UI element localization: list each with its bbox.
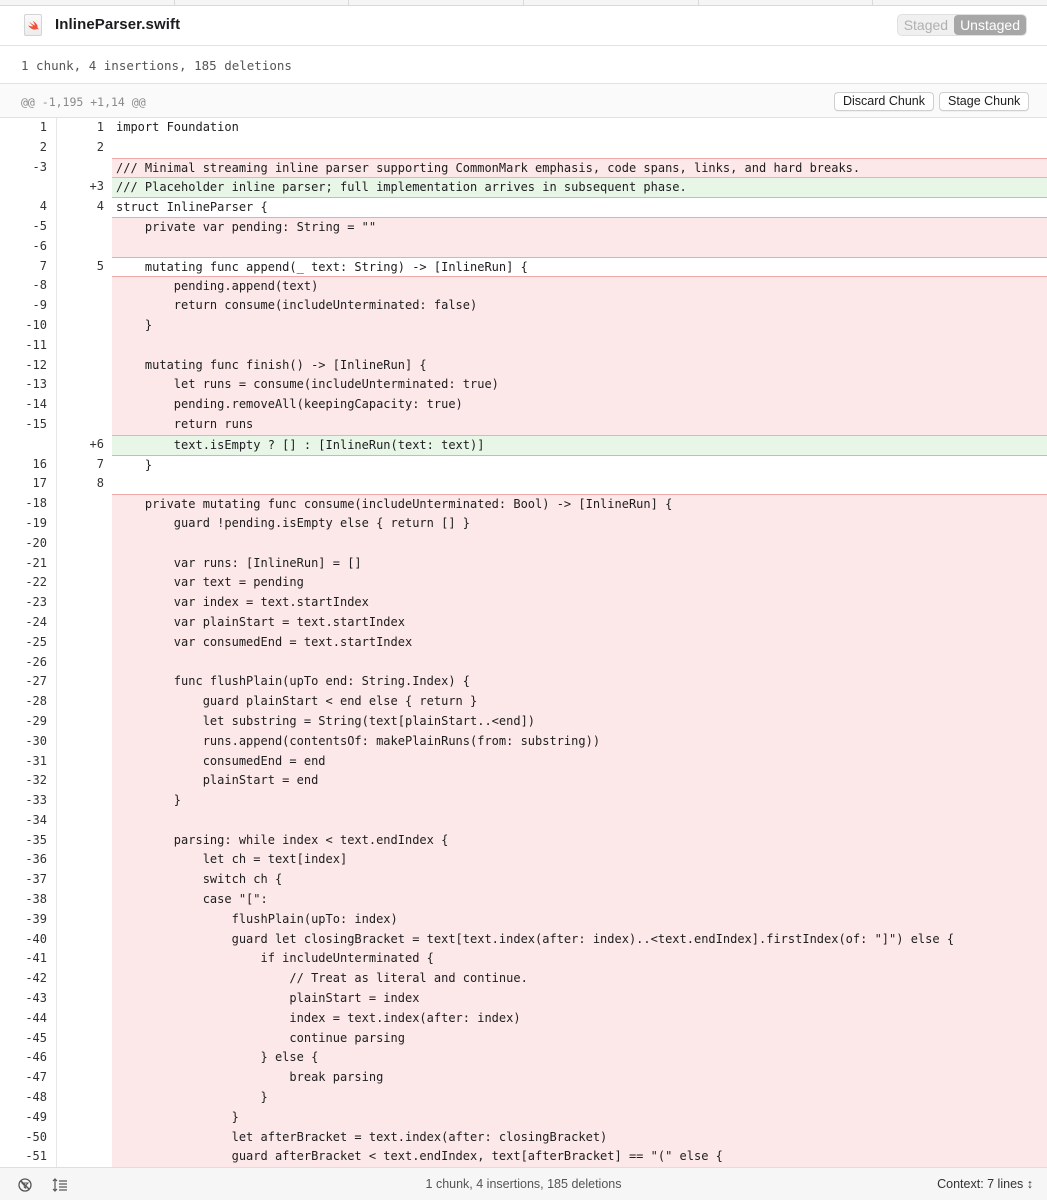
- old-line-number: -11: [25, 337, 47, 352]
- new-line-number: [56, 534, 112, 554]
- code-text: } else {: [112, 1048, 1047, 1068]
- code-text: return consume(includeUnterminated: false): [112, 296, 1047, 316]
- deleted-line[interactable]: [0, 1128, 1047, 1148]
- code-text: [112, 138, 1047, 158]
- old-line-number: -28: [25, 694, 47, 709]
- new-line-number: [56, 989, 112, 1009]
- deleted-line[interactable]: [0, 415, 1047, 435]
- new-line-number: [56, 850, 112, 870]
- deleted-line[interactable]: [0, 375, 1047, 395]
- new-line-number: [56, 811, 112, 831]
- code-text: return runs: [112, 415, 1047, 435]
- old-line-number: -9: [32, 298, 47, 313]
- deleted-line[interactable]: [0, 395, 1047, 415]
- code-text: guard plainStart < end else { return }: [112, 692, 1047, 712]
- new-line-number: [56, 1128, 112, 1148]
- tab-strip-segment[interactable]: [175, 0, 350, 5]
- code-text: guard let closingBracket = text[text.index(after: index)..<text.endIndex].firstIndex(of: "]") else {: [112, 930, 1047, 950]
- deleted-line[interactable]: [0, 316, 1047, 336]
- deleted-line[interactable]: [0, 1147, 1047, 1167]
- context-line[interactable]: [0, 138, 1047, 158]
- deleted-line[interactable]: [0, 296, 1047, 316]
- old-line-number: -37: [25, 872, 47, 887]
- old-line-number: [0, 177, 56, 197]
- code-text: private var pending: String = "": [112, 217, 1047, 237]
- old-line-number: -33: [25, 793, 47, 808]
- new-line-number: 2: [96, 139, 104, 154]
- new-line-number: [56, 1048, 112, 1068]
- deleted-line[interactable]: [0, 949, 1047, 969]
- deleted-line[interactable]: [0, 989, 1047, 1009]
- new-line-number: [56, 949, 112, 969]
- new-line-number: 5: [96, 258, 104, 273]
- old-line-number: -14: [25, 397, 47, 412]
- new-line-number: [56, 890, 112, 910]
- code-text: case "[":: [112, 890, 1047, 910]
- new-line-number: [56, 613, 112, 633]
- new-line-number: [56, 831, 112, 851]
- old-line-number: -31: [25, 753, 47, 768]
- tab-strip-segment[interactable]: [0, 0, 175, 5]
- deleted-line[interactable]: [0, 791, 1047, 811]
- code-text: mutating func append(_ text: String) -> [InlineRun] {: [112, 257, 1047, 277]
- code-text: [112, 534, 1047, 554]
- code-text: import Foundation: [116, 120, 239, 134]
- new-line-number: +3: [89, 179, 104, 194]
- deleted-line[interactable]: [0, 870, 1047, 890]
- code-text: flushPlain(upTo: index): [112, 910, 1047, 930]
- new-line-number: 7: [96, 456, 104, 471]
- deleted-line[interactable]: [0, 593, 1047, 613]
- deleted-line[interactable]: [0, 633, 1047, 653]
- code-text: }: [112, 1108, 1047, 1128]
- old-line-number: -12: [25, 357, 47, 372]
- code-text: [112, 653, 1047, 673]
- old-line-number: -45: [25, 1030, 47, 1045]
- added-line[interactable]: [0, 177, 1047, 197]
- discard-chunk-button[interactable]: Discard Chunk: [834, 92, 934, 111]
- deleted-line[interactable]: [0, 1068, 1047, 1088]
- new-line-number: [56, 1088, 112, 1108]
- new-line-number: [56, 573, 112, 593]
- deleted-line[interactable]: [0, 1029, 1047, 1049]
- deleted-line[interactable]: [0, 573, 1047, 593]
- diff-summary-bar: [0, 46, 1047, 84]
- diff-summary: 1 chunk, 4 insertions, 185 deletions: [21, 58, 292, 73]
- code-text: pending.removeAll(keepingCapacity: true): [112, 395, 1047, 415]
- code-text: var runs: [InlineRun] = []: [112, 554, 1047, 574]
- deleted-line[interactable]: [0, 1009, 1047, 1029]
- context-lines-selector[interactable]: Context: 7 lines ↕: [937, 1177, 1033, 1191]
- tab-staged[interactable]: Staged: [903, 17, 949, 33]
- old-line-number: [0, 435, 56, 455]
- deleted-line[interactable]: [0, 356, 1047, 376]
- old-line-number: 2: [39, 139, 47, 154]
- old-line-number: 16: [32, 456, 47, 471]
- code-text: }: [112, 791, 1047, 811]
- deleted-line[interactable]: [0, 613, 1047, 633]
- old-line-number: -38: [25, 892, 47, 907]
- deleted-line[interactable]: [0, 276, 1047, 296]
- old-line-number: -50: [25, 1129, 47, 1144]
- old-line-number: -48: [25, 1090, 47, 1105]
- code-text: /// Placeholder inline parser; full implementation arrives in subsequent phase.: [112, 177, 1047, 197]
- code-text: var plainStart = text.startIndex: [112, 613, 1047, 633]
- stage-chunk-button[interactable]: Stage Chunk: [939, 92, 1029, 111]
- new-line-number: [56, 415, 112, 435]
- old-line-number: -5: [32, 218, 47, 233]
- old-line-number: -46: [25, 1050, 47, 1065]
- diff-view[interactable]: [0, 118, 1047, 1167]
- status-bar: [0, 1167, 1047, 1200]
- new-line-number: 8: [96, 476, 104, 491]
- code-text: mutating func finish() -> [InlineRun] {: [112, 356, 1047, 376]
- new-line-number: [56, 554, 112, 574]
- old-line-number: -40: [25, 931, 47, 946]
- old-line-number: 4: [39, 199, 47, 214]
- new-line-number: [56, 316, 112, 336]
- new-line-number: [56, 237, 112, 257]
- old-line-number: 17: [32, 476, 47, 491]
- new-line-number: [56, 375, 112, 395]
- old-line-number: -43: [25, 991, 47, 1006]
- added-line[interactable]: [0, 435, 1047, 455]
- old-line-number: 7: [39, 258, 47, 273]
- new-line-number: [56, 158, 112, 178]
- code-text: [112, 237, 1047, 257]
- old-line-number: -6: [32, 238, 47, 253]
- code-text: [112, 336, 1047, 356]
- new-line-number: [56, 910, 112, 930]
- deleted-line[interactable]: [0, 831, 1047, 851]
- code-text: guard afterBracket < text.endIndex, text[afterBracket] == "(" else {: [112, 1147, 1047, 1167]
- old-line-number: -10: [25, 317, 47, 332]
- new-line-number: [56, 1009, 112, 1029]
- tab-strip-segment[interactable]: [699, 0, 874, 5]
- deleted-line[interactable]: [0, 890, 1047, 910]
- old-line-number: -32: [25, 773, 47, 788]
- tab-strip-segment[interactable]: [349, 0, 524, 5]
- new-line-number: [56, 752, 112, 772]
- old-line-number: -22: [25, 575, 47, 590]
- new-line-number: [56, 791, 112, 811]
- code-text: private mutating func consume(includeUnterminated: Bool) -> [InlineRun] {: [112, 494, 1047, 514]
- swift-file-icon: [24, 14, 42, 36]
- old-line-number: -35: [25, 832, 47, 847]
- deleted-line[interactable]: [0, 653, 1047, 673]
- code-text: text.isEmpty ? [] : [InlineRun(text: text)]: [112, 435, 1047, 455]
- context-line[interactable]: [0, 455, 1047, 475]
- new-line-number: [56, 969, 112, 989]
- deleted-line[interactable]: [0, 1108, 1047, 1128]
- old-line-number: -15: [25, 416, 47, 431]
- deleted-line[interactable]: [0, 811, 1047, 831]
- new-line-number: [56, 653, 112, 673]
- code-text: continue parsing: [112, 1029, 1047, 1049]
- new-line-number: [56, 593, 112, 613]
- old-line-number: -39: [25, 911, 47, 926]
- code-text: let ch = text[index]: [112, 850, 1047, 870]
- new-line-number: [56, 356, 112, 376]
- code-text: }: [112, 455, 1047, 475]
- file-name: InlineParser.swift: [55, 16, 181, 33]
- new-line-number: 4: [96, 199, 104, 214]
- old-line-number: -34: [25, 812, 47, 827]
- old-line-number: -36: [25, 852, 47, 867]
- code-text: struct InlineParser {: [112, 197, 1047, 217]
- deleted-line[interactable]: [0, 217, 1047, 237]
- old-line-number: -21: [25, 555, 47, 570]
- context-line[interactable]: [0, 257, 1047, 277]
- old-line-number: -18: [25, 496, 47, 511]
- code-text: index = text.index(after: index): [112, 1009, 1047, 1029]
- tab-unstaged[interactable]: Unstaged: [954, 15, 1026, 35]
- code-text: [112, 811, 1047, 831]
- deleted-line[interactable]: [0, 534, 1047, 554]
- new-line-number: [56, 1147, 112, 1167]
- new-line-number: [56, 395, 112, 415]
- old-line-number: -41: [25, 951, 47, 966]
- code-text: let runs = consume(includeUnterminated: true): [112, 375, 1047, 395]
- new-line-number: [56, 514, 112, 534]
- deleted-line[interactable]: [0, 752, 1047, 772]
- old-line-number: -24: [25, 614, 47, 629]
- code-text: guard !pending.isEmpty else { return [] }: [112, 514, 1047, 534]
- status-summary: 1 chunk, 4 insertions, 185 deletions: [425, 1177, 622, 1191]
- new-line-number: [56, 1068, 112, 1088]
- old-line-number: -44: [25, 1010, 47, 1025]
- deleted-line[interactable]: [0, 1088, 1047, 1108]
- code-text: runs.append(contentsOf: makePlainRuns(from: substring)): [112, 732, 1047, 752]
- old-line-number: -19: [25, 515, 47, 530]
- old-line-number: -27: [25, 674, 47, 689]
- context-line[interactable]: [0, 197, 1047, 217]
- new-line-number: [56, 930, 112, 950]
- old-line-number: -23: [25, 595, 47, 610]
- file-header: [0, 6, 1047, 46]
- code-text: plainStart = index: [112, 989, 1047, 1009]
- code-text: var text = pending: [112, 573, 1047, 593]
- code-text: switch ch {: [112, 870, 1047, 890]
- new-line-number: [56, 633, 112, 653]
- old-line-number: -42: [25, 971, 47, 986]
- new-line-number: [56, 712, 112, 732]
- old-line-number: -25: [25, 634, 47, 649]
- code-text: var consumedEnd = text.startIndex: [112, 633, 1047, 653]
- new-line-number: [56, 494, 112, 514]
- deleted-line[interactable]: [0, 494, 1047, 514]
- code-text: plainStart = end: [112, 771, 1047, 791]
- old-line-number: -30: [25, 733, 47, 748]
- code-text: pending.append(text): [112, 276, 1047, 296]
- old-line-number: -51: [25, 1149, 47, 1164]
- code-text: parsing: while index < text.endIndex {: [112, 831, 1047, 851]
- code-text: }: [112, 316, 1047, 336]
- code-text: /// Minimal streaming inline parser supporting CommonMark emphasis, code spans, links, and hard breaks.: [112, 158, 1047, 178]
- new-line-number: [56, 771, 112, 791]
- deleted-line[interactable]: [0, 1048, 1047, 1068]
- deleted-line[interactable]: [0, 672, 1047, 692]
- old-line-number: -47: [25, 1070, 47, 1085]
- tab-strip-segment[interactable]: [524, 0, 699, 5]
- deleted-line[interactable]: [0, 514, 1047, 534]
- code-text: var index = text.startIndex: [112, 593, 1047, 613]
- deleted-line[interactable]: [0, 930, 1047, 950]
- deleted-line[interactable]: [0, 336, 1047, 356]
- new-line-number: [56, 217, 112, 237]
- context-line[interactable]: [0, 118, 1047, 138]
- code-text: [112, 474, 1047, 494]
- chunk-range: @@ -1,195 +1,14 @@: [21, 95, 146, 109]
- code-text: func flushPlain(upTo end: String.Index) {: [112, 672, 1047, 692]
- new-line-number: [56, 336, 112, 356]
- tab-strip-segment[interactable]: [873, 0, 1047, 5]
- new-line-number: [56, 672, 112, 692]
- staged-unstaged-toggle: [897, 14, 1027, 36]
- code-text: if includeUnterminated {: [112, 949, 1047, 969]
- deleted-line[interactable]: [0, 712, 1047, 732]
- context-line[interactable]: [0, 474, 1047, 494]
- old-line-number: 1: [39, 120, 47, 134]
- deleted-line[interactable]: [0, 732, 1047, 752]
- new-line-number: +6: [89, 436, 104, 451]
- old-line-number: -49: [25, 1109, 47, 1124]
- code-text: consumedEnd = end: [112, 752, 1047, 772]
- deleted-line[interactable]: [0, 237, 1047, 257]
- old-line-number: -3: [32, 159, 47, 174]
- code-text: let substring = String(text[plainStart..<end]): [112, 712, 1047, 732]
- chunk-header: [0, 84, 1047, 118]
- new-line-number: [56, 1029, 112, 1049]
- old-line-number: -26: [25, 654, 47, 669]
- deleted-line[interactable]: [0, 692, 1047, 712]
- new-line-number: 1: [96, 120, 104, 134]
- old-line-number: -13: [25, 377, 47, 392]
- old-line-number: -29: [25, 713, 47, 728]
- old-line-number: -8: [32, 278, 47, 293]
- code-text: break parsing: [112, 1068, 1047, 1088]
- deleted-line[interactable]: [0, 969, 1047, 989]
- old-line-number: -20: [25, 535, 47, 550]
- deleted-line[interactable]: [0, 910, 1047, 930]
- new-line-number: [56, 276, 112, 296]
- code-text: }: [112, 1088, 1047, 1108]
- code-text: let afterBracket = text.index(after: closingBracket): [112, 1128, 1047, 1148]
- new-line-number: [56, 296, 112, 316]
- code-text: // Treat as literal and continue.: [112, 969, 1047, 989]
- deleted-line[interactable]: [0, 158, 1047, 178]
- new-line-number: [56, 870, 112, 890]
- deleted-line[interactable]: [0, 771, 1047, 791]
- new-line-number: [56, 1108, 112, 1128]
- new-line-number: [56, 732, 112, 752]
- new-line-number: [56, 692, 112, 712]
- deleted-line[interactable]: [0, 850, 1047, 870]
- deleted-line[interactable]: [0, 554, 1047, 574]
